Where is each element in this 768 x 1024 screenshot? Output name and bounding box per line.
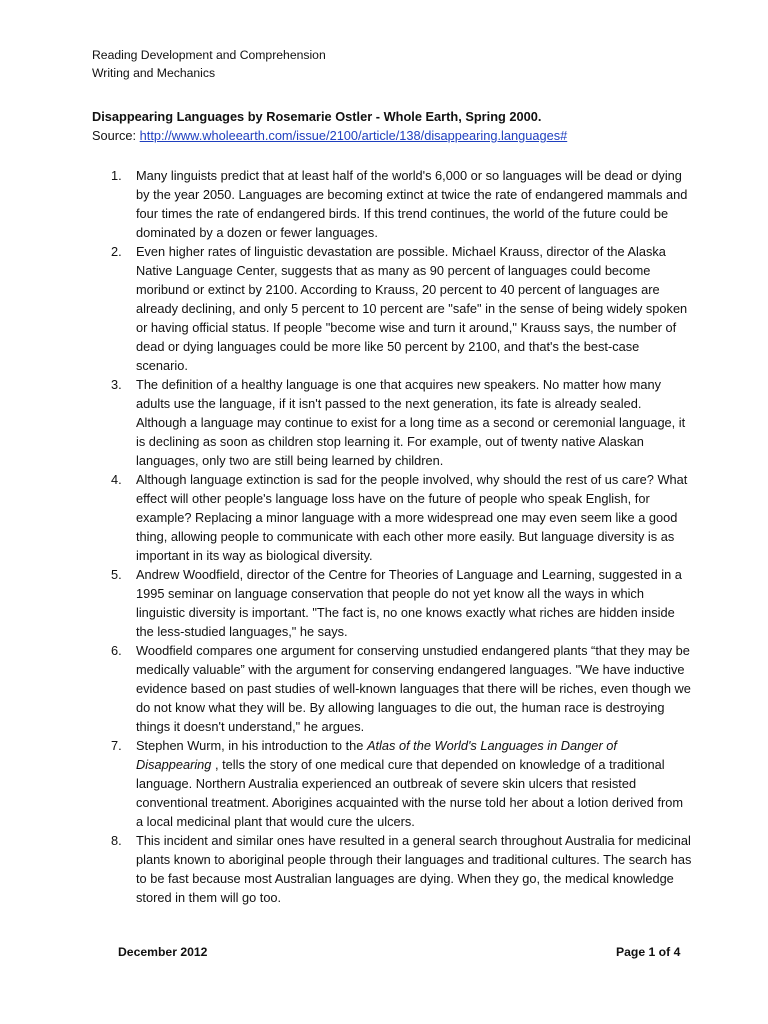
list-item: [92, 565, 692, 641]
list-item: [92, 242, 692, 375]
item-number: 2.: [111, 244, 122, 259]
list-item: [92, 831, 692, 907]
source-label: Source:: [92, 128, 137, 143]
list-item: [92, 375, 692, 470]
document-header: [92, 46, 326, 82]
list-item: [92, 736, 692, 831]
list-item: [92, 166, 692, 242]
item-text: Andrew Woodfield, director of the Centre for Theories of Language and Learning, suggested in a 1995 seminar on language conservation that people do not yet know all the ways in which linguistic diversity is important. "The fact is, no one knows exactly what riches are hidden inside the less-studied languages," he says.: [136, 567, 682, 639]
item-number: 8.: [111, 833, 122, 848]
item-text: Woodfield compares one argument for conserving unstudied endangered plants “that they may be medically valuable” with the argument for conserving endangered languages. "We have inductive evidence based on past studies of well-known languages that there will be riches, even though we do not know what they will be. By allowing languages to die out, the human race is destroying things it doesn't understand," he argues.: [136, 643, 691, 734]
paragraph-list: [92, 166, 692, 907]
item-text-post: , tells the story of one medical cure that depended on knowledge of a traditional language. Northern Australia experienced an outbreak of severe skin ulcers that resisted conventional treatment. Aborigines acquainted with the nurse told her about a lotion derived from a local medicinal plant that would cure the ulcers.: [136, 757, 684, 829]
item-text: Many linguists predict that at least half of the world's 6,000 or so languages will be dead or dying by the year 2050. Languages are becoming extinct at twice the rate of endangered mammals and four times the rate of endangered birds. If this trend continues, the world of the future could be dominated by a dozen or fewer languages.: [136, 168, 688, 240]
item-text: The definition of a healthy language is one that acquires new speakers. No matter how many adults use the language, if it isn't passed to the next generation, its fate is already sealed. Although a language may continue to exist for a long time as a second or ceremonial language, it is declining as soon as children stop learning it. For example, out of twenty native Alaskan languages, only two are still being learned by children.: [136, 377, 686, 468]
source-line: [92, 126, 692, 145]
item-text: Although language extinction is sad for the people involved, why should the rest of us care? What effect will other people's language loss have on the future of people who speak English, for example? Replacing a minor language with a more widespread one may even seem like a good thing, allowing people to communicate with each other more easily. But language diversity is as important in its way as biological diversity.: [136, 472, 688, 563]
item-text: This incident and similar ones have resulted in a general search throughout Australia for medicinal plants known to aboriginal people through their languages and traditional cultures. The search has to be fast because most Australian languages are dying. When they go, the medical knowledge stored in them will go too.: [136, 833, 692, 905]
course-title: Reading Development and Comprehension: [92, 48, 326, 62]
item-text-pre: Stephen Wurm, in his introduction to the: [136, 738, 367, 753]
article-title: Disappearing Languages by Rosemarie Ostler - Whole Earth, Spring 2000.: [92, 109, 542, 124]
item-text: Even higher rates of linguistic devastation are possible. Michael Krauss, director of the Alaska Native Language Center, suggests that as many as 90 percent of languages could become moribund or extinct by 2100. According to Krauss, 20 percent to 40 percent of languages are already declining, and only 5 percent to 10 percent are "safe" in the sense of being widely spoken or having official status. If people "become wise and turn it around," Krauss says, the number of dead or dying languages could be more like 50 percent by 2100, and that's the best-case scenario.: [136, 244, 688, 373]
list-item: [92, 470, 692, 565]
footer-date: December 2012: [118, 945, 208, 959]
source-link[interactable]: http://www.wholeearth.com/issue/2100/article/138/disappearing.languages#: [139, 128, 568, 143]
item-number: 3.: [111, 377, 122, 392]
item-number: 7.: [111, 738, 122, 753]
list-item: [92, 641, 692, 736]
article-citation: [92, 107, 692, 145]
item-number: 4.: [111, 472, 122, 487]
item-number: 6.: [111, 643, 122, 658]
item-number: 5.: [111, 567, 122, 582]
item-number: 1.: [111, 168, 122, 183]
course-subtitle: Writing and Mechanics: [92, 66, 216, 80]
page-number: Page 1 of 4: [616, 945, 681, 959]
item-text: [136, 736, 692, 831]
book-title: Atlas of the World's Languages in Danger of Disappearing: [136, 738, 617, 772]
